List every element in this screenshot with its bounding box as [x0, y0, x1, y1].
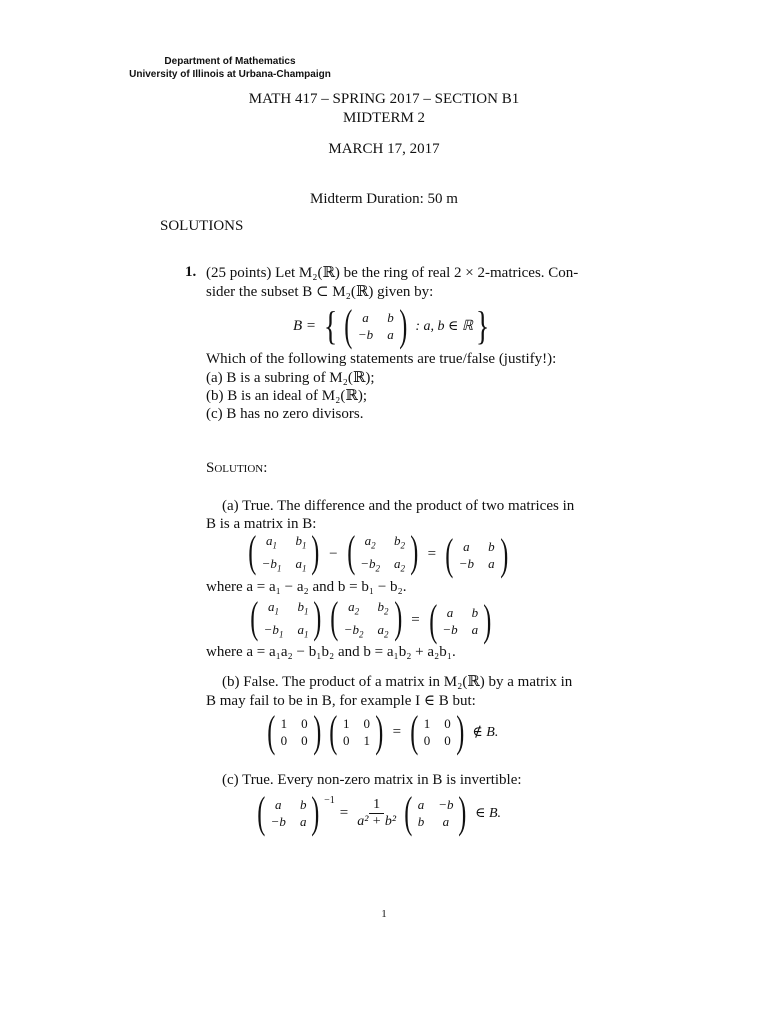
part-c-text: (c) B has no zero divisors. [206, 406, 364, 422]
exam-duration: Midterm Duration: 50 m [310, 191, 458, 207]
product-equation: ( $a_1$ $b_1$ $-b_1$ $a_1$ ) ( $a_2$ $b_2$ $-b_2$ $a_2$ ) = ( a b −b a ) [250, 593, 492, 645]
problem-statement-line2: sider the subset B ⊂ M₂(ℝ) given by: [206, 284, 434, 300]
solution-b-line2: B may fail to be in B, for example I ∈ B but: [206, 693, 476, 709]
page-number: 1 [381, 908, 387, 920]
difference-equation: ( $a_1$ $b_1$ $-b_1$ $a_1$ ) − ( $a_2$ $b_2$ $-b_2$ $a_2$ ) = ( a b −b a ) [248, 527, 508, 579]
set-condition: : a, b ∈ ℝ [415, 318, 473, 334]
solution-a-where2: where a = a₁a₂ − b₁b₂ and b = a₁b₂ + a₂b₁. [206, 644, 456, 660]
solution-c-line1: (c) True. Every non-zero matrix in B is invertible: [222, 772, 522, 788]
set-definition [288, 301, 492, 350]
exam-date: MARCH 17, 2017 [328, 141, 440, 157]
solution-a-where1: where a = a₁ − a₂ and b = b₁ − b₂. [206, 579, 407, 595]
in-b: ∈ B. [475, 805, 502, 821]
right-brace: } [475, 303, 490, 348]
fraction-numerator: 1 [369, 797, 384, 814]
problem-statement-line1: (25 points) Let M₂(ℝ) be the ring of real 2 × 2-matrices. Con- [206, 265, 579, 281]
counterexample-equation: ( 1 0 0 0 ) ( 1 0 0 1 ) = ( 1 0 0 0 ) ∉ B. [267, 707, 499, 756]
solutions-label: SOLUTIONS [160, 218, 244, 234]
exam-title: MIDTERM 2 [342, 110, 426, 126]
fraction-denominator: a² + b² [357, 813, 397, 829]
inverse-fraction [357, 797, 396, 830]
solution-b-line1: (b) False. The product of a matrix in M₂(ℝ) by a matrix in [222, 674, 573, 690]
question-text: Which of the following statements are true/false (justify!): [206, 351, 557, 367]
problem-number: 1. [185, 264, 197, 280]
left-brace: { [323, 303, 338, 348]
not-in-b: ∉ B. [472, 724, 499, 740]
department-name: Department of Mathematics [164, 56, 296, 67]
inverse-equation: ( a b −b a ) $^{-1}$ = $\frac{1}{\text{a² + b²}}$ ( a −b b a ) ∈ B. [257, 788, 502, 837]
course-title: MATH 417 – SPRING 2017 – SECTION B1 [248, 91, 520, 107]
department-header [110, 55, 350, 81]
part-b-text: (b) B is an ideal of M₂(ℝ); [206, 388, 367, 404]
matrix-set-element: ( a b −b a ) [344, 301, 408, 350]
set-b-symbol: B = [293, 317, 317, 334]
solution-a-line2: B is a matrix in B: [206, 516, 317, 532]
part-a-text: (a) B is a subring of M₂(ℝ); [206, 370, 375, 386]
solution-a-line1: (a) True. The difference and the product of two matrices in [222, 498, 575, 514]
university-name: University of Illinois at Urbana-Champaign [129, 69, 331, 80]
solution-label: Solution: [206, 460, 268, 476]
